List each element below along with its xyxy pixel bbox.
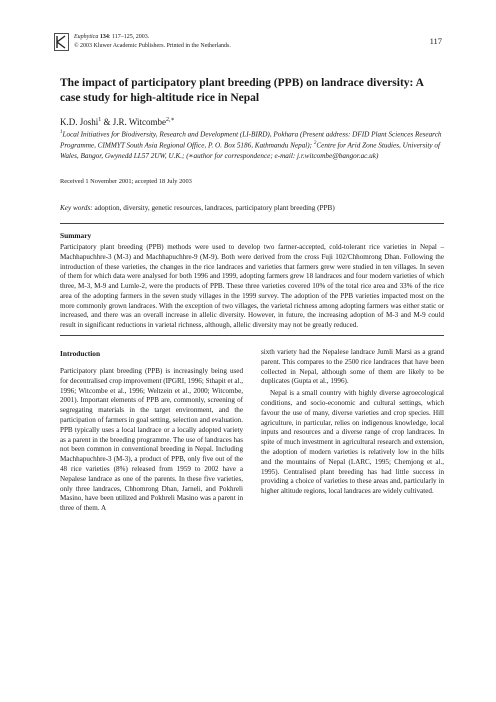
affil-mark-1: 1 bbox=[60, 130, 63, 135]
right-column bbox=[261, 348, 444, 497]
journal-name: Euphytica bbox=[74, 34, 99, 40]
journal-volume: 134 bbox=[99, 34, 109, 40]
journal-pages: : 117–125, 2003. bbox=[108, 34, 150, 40]
affiliations bbox=[60, 128, 444, 161]
article-title: The impact of participatory plant breeding (PPB) on landrace diversity: A case study for high-altitude rice in Nepal bbox=[60, 77, 424, 104]
keywords-line bbox=[60, 204, 335, 212]
divider-top bbox=[60, 223, 444, 224]
author-2: J.R. Witcombe bbox=[112, 117, 166, 127]
intro-paragraph-1: Participatory plant breeding (PPB) is increasingly being used for decentralised crop improvement (IPGRI, 1996; Sthapit et al., 1996; Witcombe et al., 1996; Weltzein et al., 2000; Witcombe, 2001). Important elements of PPB are, commonly, screening of segregating materials in the target environment, and the participation of farmers in goal setting, selection and evaluation. PPB typically uses a local landrace or a locally adopted variety as a parent in the breeding programme. The use of landraces has not been common in conventional breeding in Nepal. Including Machhapuchhre-3 (M-3), a product of PPB, only five out of the 48 rice varieties (8%) released from 1959 to 2002 have a Nepalese landrace as one of the parents. In these five varieties, only three landraces, Chhomrong Dhan, Jarneli, and Pokhreli Masino, have been utilized and Pokhreli Masino was a parent in three of them. A bbox=[60, 367, 244, 513]
authors bbox=[60, 116, 175, 127]
author-1: K.D. Joshi bbox=[60, 117, 99, 127]
publisher-logo-icon bbox=[54, 33, 69, 51]
summary-text: Participatory plant breeding (PPB) methods were used to develop two farmer-accepted, cold-tolerant rice varieties in Nepal – Machhapuchhre-3 (M-3) and Machhapuchhre-9 (M-9). Both were derived from the cross Fuji 102/Chhomrong Dhan. Following the introduction of these varieties, the changes in the rice landraces and varieties that farmers grew were studied in ten villages. In seven of them for which data were analysed for both 1996 and 1999, adopting farmers grew 18 landraces and four modern varieties of which three, M-3, M-9 and Lumle-2, were the products of PPB. These three varieties covered 10% of the total rice area and 33% of the rice area of the adopting farmers in the seven study villages in the 1999 survey. The adoption of the PPB varieties impacted most on the more commonly grown landraces. With the exception of two villages, the varietal richness among adopting farmers was either static or increased, and there was an overall increase in allelic diversity. However, in future, the increasing adoption of M-3 and M-9 could result in significant reductions in varietal richness, although, allelic diversity may not be greatly reduced. bbox=[60, 243, 444, 329]
left-column bbox=[60, 367, 243, 514]
copyright-line: © 2003 Kluwer Academic Publishers. Printed in the Netherlands. bbox=[74, 42, 231, 49]
page-number: 117 bbox=[429, 36, 442, 46]
affiliation-1: Local Initiatives for Biodiversity, Research and Development (LI-BIRD), Pokhara (Present address: DFID Plant Sciences Research Programme, CIMMYT South Asia Regional Office, P. O. Box 5186, Kathmandu Nepal); bbox=[60, 130, 442, 150]
author-separator: & bbox=[101, 117, 113, 127]
affil-mark-2: 2 bbox=[313, 141, 317, 147]
author-1-mark: 1 bbox=[98, 117, 102, 123]
author-2-mark: 2,∗ bbox=[166, 117, 175, 123]
affiliation-2: Centre for Arid Zone Studies, University of Wales, Bangor, Gwynedd LL57 2UW, U.K.; (∗author for correspondence; e-mail: j.r.witcombe@bangor.ac.uk) bbox=[60, 141, 440, 160]
keywords-label: Key words: bbox=[60, 204, 93, 212]
keywords-text: adoption, diversity, genetic resources, landraces, participatory plant breeding (PPB) bbox=[92, 204, 335, 212]
intro-paragraph-2: sixth variety had the Nepalese landrace Jumli Marsi as a grand parent. This compares to the 2500 rice landraces that have been collected in Nepal, although some of them are likely to be duplicates (Gupta et al., 1996). bbox=[261, 348, 444, 386]
summary-heading: Summary bbox=[60, 231, 92, 240]
journal-info bbox=[74, 33, 231, 50]
introduction-heading: Introduction bbox=[60, 349, 101, 358]
divider-bottom bbox=[60, 335, 444, 336]
intro-paragraph-3: Nepal is a small country with highly diverse agroecological conditions, and socio-economic and cultural settings, which favour the use of many, diverse varieties and crop species. Hill agriculture, in particular, relies on indigenous knowledge, local inputs and resources and a diverse range of crop landraces. In spite of much investment in agricultural research and extension, the adoption of modern varieties is relatively low in the hills and the mountains of Nepal (LARC, 1995; Chemjong et al., 1995). Centralised plant breeding has had little success in providing a choice of varieties to these areas and, particularly in higher altitude regions, local landraces are widely cultivated. bbox=[261, 389, 444, 496]
received-dates: Received 1 November 2001; accepted 18 July 2003 bbox=[60, 178, 192, 185]
